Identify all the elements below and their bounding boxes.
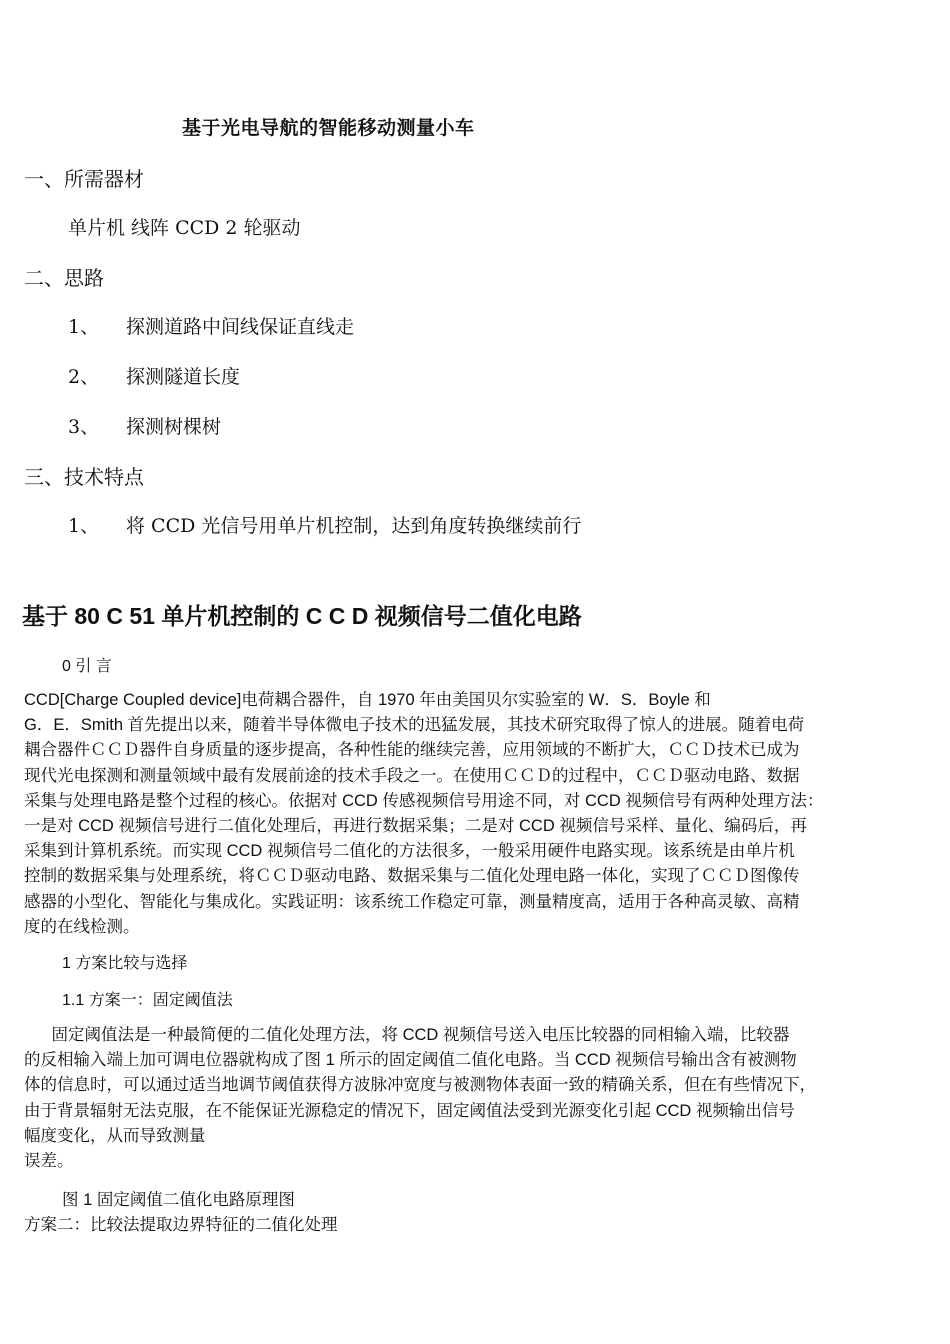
paragraph-line: 现代光电探测和测量领域中最有发展前途的技术手段之一。在使用ＣＣＤ的过程中，ＣＣＤ驱动电路、数据 (24, 766, 800, 785)
paragraph-line: G．E．Smith 首先提出以来，随着半导体微电子技术的迅猛发展，其技术研究取得了惊人的进展。随着电荷 (24, 716, 805, 735)
paragraph-line: 控制的数据采集与处理系统，将ＣＣＤ驱动电路、数据采集与二值化处理电路一体化，实现了ＣＣＤ图像传 (24, 867, 800, 886)
fixed-threshold-paragraph (24, 1023, 936, 1174)
paragraph-line: 固定阈值法是一种最简便的二值化处理方法，将 CCD 视频信号送入电压比较器的同相输入端，比较器 (24, 1026, 790, 1044)
section-heading-approach: 二、思路 (24, 266, 104, 290)
paragraph-line: CCD[Charge Coupled device]电荷耦合器件，自 1970 年由美国贝尔实验室的 W．S．Boyle 和 (24, 691, 711, 709)
paragraph-line: 体的信息时，可以通过适当地调节阈值获得方波脉冲宽度与被测物体表面一致的精确关系，但在有些情况下， (24, 1076, 816, 1095)
paragraph-line: 度的在线检测。 (24, 917, 140, 936)
intro-paragraph (24, 688, 936, 940)
paragraph-line: 一是对 CCD 视频信号进行二值化处理后，再进行数据采集；二是对 CCD 视频信号采样、量化、编码后，再 (24, 817, 807, 836)
list-number: 2、 (68, 366, 100, 388)
figure-caption: 图 1 固定阈值二值化电路原理图 (62, 1191, 295, 1209)
materials-list: 单片机 线阵 CCD 2 轮驱动 (68, 217, 301, 239)
intro-heading: 0 引 言 (62, 658, 112, 675)
approach-item-1 (68, 312, 354, 339)
approach-item-3 (68, 412, 221, 439)
article-headline: 基于 80 C 51 单片机控制的 C C D 视频信号二值化电路 (22, 603, 582, 629)
paragraph-line: 耦合器件ＣＣＤ器件自身质量的逐步提高，各种性能的继续完善，应用领域的不断扩大，ＣＣＤ技术已成为 (24, 741, 800, 760)
features-item-1 (68, 511, 581, 538)
paragraph-line: 采集到计算机系统。而实现 CCD 视频信号二值化的方法很多，一般采用硬件电路实现。该系统是由单片机 (24, 842, 795, 861)
section-heading-features: 三、技术特点 (24, 465, 144, 489)
paragraph-line: 由于背景辐射无法克服，在不能保证光源稳定的情况下，固定阈值法受到光源变化引起 CCD 视频输出信号 (24, 1101, 795, 1120)
list-number: 1、 (68, 316, 100, 338)
list-number: 1、 (68, 515, 100, 537)
paragraph-line: 误差。 (24, 1152, 74, 1171)
list-number: 3、 (68, 416, 100, 438)
paragraph-line: 的反相输入端上加可调电位器就构成了图 1 所示的固定阈值二值化电路。当 CCD 视频信号输出含有被测物 (24, 1051, 797, 1070)
scheme-two-heading: 方案二：比较法提取边界特征的二值化处理 (24, 1216, 338, 1234)
paragraph-line: 感器的小型化、智能化与集成化。实践证明：该系统工作稳定可靠，测量精度高，适用于各种高灵敏、高精 (24, 892, 800, 911)
paragraph-line: 幅度变化，从而导致测量 (24, 1126, 206, 1145)
section-heading-materials: 一、所需器材 (24, 167, 144, 191)
list-text: 将 CCD 光信号用单片机控制，达到角度转换继续前行 (126, 515, 582, 537)
list-text: 探测隧道长度 (126, 366, 241, 388)
section-1-heading: 1 方案比较与选择 (62, 955, 188, 972)
approach-item-2 (68, 362, 240, 389)
list-text: 探测道路中间线保证直线走 (126, 316, 355, 338)
list-text: 探测树棵树 (126, 416, 222, 438)
paragraph-line: 采集与处理电路是整个过程的核心。依据对 CCD 传感视频信号用途不同，对 CCD 视频信号有两种处理方法： (24, 791, 824, 810)
document-title: 基于光电导航的智能移动测量小车 (182, 117, 475, 139)
section-1-1-heading: 1.1 方案一：固定阈值法 (62, 992, 233, 1009)
